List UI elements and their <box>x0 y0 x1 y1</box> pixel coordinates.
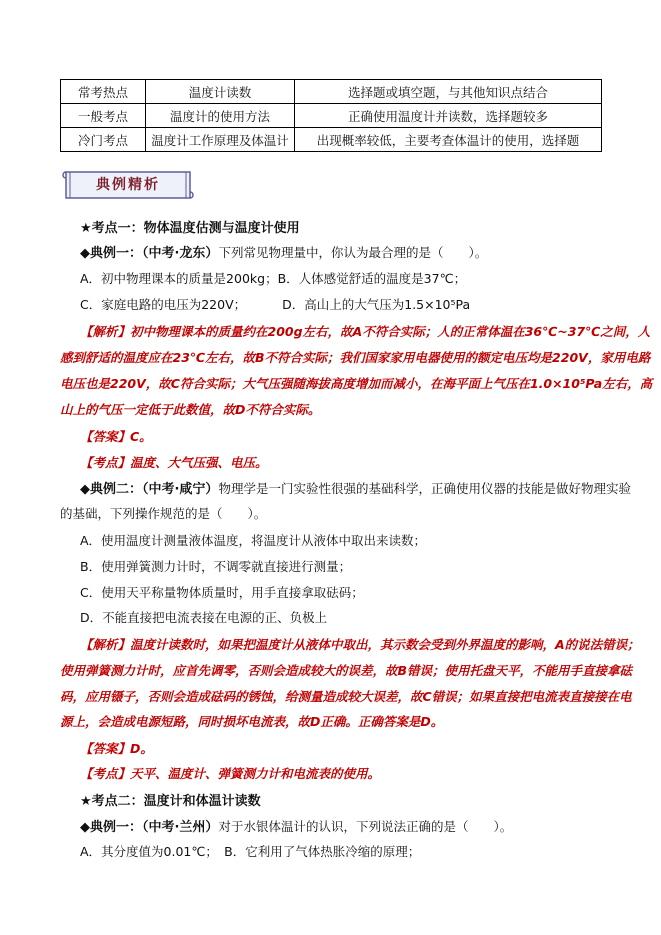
example-question: 对于水银体温计的认识，下列说法正确的是（ ）。 <box>218 819 513 834</box>
section-heading: ★考点二：温度计和体温计读数 <box>80 794 261 809</box>
section-banner <box>60 168 196 202</box>
analysis-line: 源上，会造成电源短路，同时损坏电流表，故D正确。正确答案是D。 <box>60 714 444 729</box>
table-cell: 常考热点 <box>61 80 146 104</box>
analysis-line: 【解析】初中物理课本的质量约在200g左右，故A不符合实际；人的正常体温在36℃~37℃之间，人 <box>80 324 651 339</box>
option-line: A．初中物理课本的质量是200kg；B．人体感觉舒适的温度是37℃； <box>80 271 467 286</box>
exam-point-table <box>60 79 602 152</box>
kaodian-line: 【考点】温度、大气压强、电压。 <box>80 455 268 470</box>
table-cell: 冷门考点 <box>61 128 146 152</box>
table-row <box>61 128 602 152</box>
example-label: ◆典例一：（中考·兰州） <box>80 820 219 835</box>
table-cell: 温度计读数 <box>146 80 295 104</box>
analysis-line: 感到舒适的温度应在23℃左右，故B不符合实际；我们国家家用电器使用的额定电压均是220V，家用电路 <box>60 350 651 365</box>
option-b: B．使用弹簧测力计时，不调零就直接进行测量； <box>80 559 352 574</box>
analysis-line: 码，应用镊子，否则会造成砝码的锈蚀，给测量造成较大误差，故C错误；如果直接把电流表直接接在电 <box>60 689 632 704</box>
analysis-line: 山上的气压一定低于此数值，故D不符合实际。 <box>60 402 321 417</box>
table-cell: 温度计工作原理及体温计 <box>146 128 295 152</box>
option-d: D．不能直接把电流表接在电源的正、负极上 <box>80 610 328 625</box>
answer-line: 【答案】D。 <box>80 741 153 756</box>
option-d: D．高山上的大气压为1.5×10⁵Pa <box>282 297 471 312</box>
option-a: A．使用温度计测量液体温度，将温度计从液体中取出来读数； <box>80 533 427 548</box>
table-cell: 一般考点 <box>61 104 146 128</box>
example-question: 物理学是一门实验性很强的基础科学，正确使用仪器的技能是做好物理实验 <box>218 481 631 496</box>
analysis-line: 使用弹簧测力计时，应首先调零，否则会造成较大的误差，故B错误；使用托盘天平，不能用手直接拿砝 <box>60 663 633 678</box>
option-line <box>80 295 470 313</box>
option-c: C．使用天平称量物体质量时，用手直接拿取砝码； <box>80 585 364 600</box>
banner-title: 典例精析 <box>96 177 160 193</box>
table-cell: 选择题或填空题，与其他知识点结合 <box>295 80 602 104</box>
analysis-line: 电压也是220V，故C符合实际；大气压强随海拔高度增加而减小，在海平面上气压在1.0×10⁵Pa左右，高 <box>60 376 653 391</box>
table-cell: 出现概率较低，主要考查体温计的使用，选择题 <box>295 128 602 152</box>
option-line: A．其分度值为0.01℃； B．它利用了气体热胀冷缩的原理； <box>80 844 421 859</box>
table-row <box>61 104 602 128</box>
example-question: 下列常见物理量中，你认为最合理的是（ ）。 <box>218 245 488 260</box>
example-label: ◆典例二：（中考·咸宁） <box>80 482 219 497</box>
table-row <box>61 80 602 104</box>
section-heading: ★考点一：物体温度估测与温度计使用 <box>80 221 300 236</box>
example-title <box>80 816 512 835</box>
answer-line: 【答案】C。 <box>80 429 152 444</box>
analysis-line: 【解析】温度计读数时，如果把温度计从液体中取出，其示数会受到外界温度的影响，A的说法错误； <box>80 637 640 652</box>
example-title <box>80 478 631 497</box>
example-title <box>80 242 487 261</box>
example-label: ◆典例一：（中考·龙东） <box>80 246 219 261</box>
table-cell: 正确使用温度计并读数，选择题较多 <box>295 104 602 128</box>
kaodian-line: 【考点】天平、温度计、弹簧测力计和电流表的使用。 <box>80 766 381 781</box>
example-question-cont: 的基础，下列操作规范的是（ ）。 <box>60 506 267 521</box>
table-cell: 温度计的使用方法 <box>146 104 295 128</box>
option-c: C．家庭电路的电压为220V； <box>80 297 247 312</box>
